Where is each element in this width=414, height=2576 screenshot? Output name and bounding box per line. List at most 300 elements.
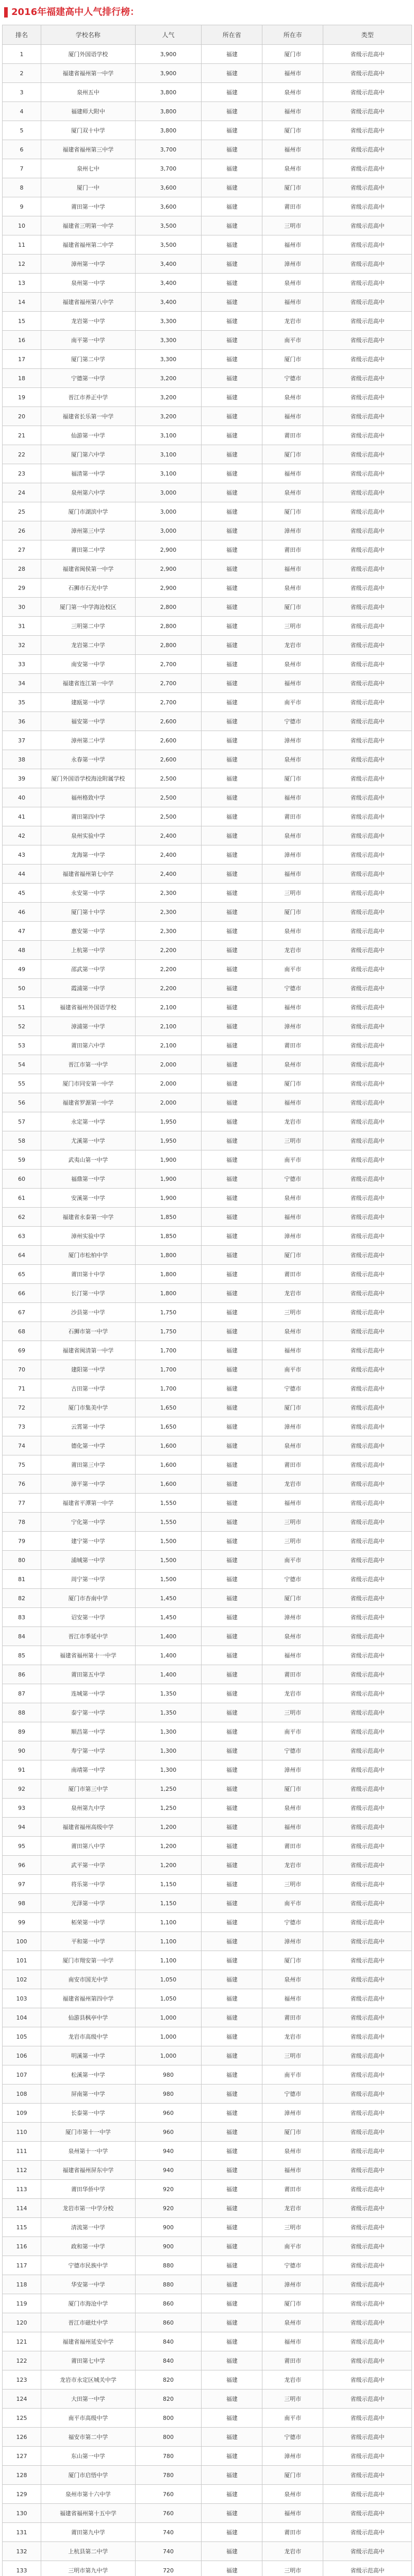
cell-school-name: 古田第一中学	[41, 1379, 135, 1398]
table-row	[3, 826, 412, 845]
cell-city: 泉州市	[262, 274, 323, 293]
cell-school-name: 厦门第二中学	[41, 350, 135, 369]
cell-province: 福建	[202, 1112, 262, 1131]
cell-rank: 125	[3, 2409, 41, 2428]
cell-province: 福建	[202, 140, 262, 159]
cell-popularity: 740	[135, 2523, 202, 2542]
table-row	[3, 1627, 412, 1646]
cell-school-name: 泉州第六中学	[41, 483, 135, 502]
cell-school-name: 长汀第一中学	[41, 1284, 135, 1303]
table-row	[3, 1760, 412, 1780]
cell-province: 福建	[202, 540, 262, 560]
cell-rank: 104	[3, 2008, 41, 2027]
cell-rank: 56	[3, 1093, 41, 1112]
cell-popularity: 3,800	[135, 83, 202, 102]
cell-rank: 111	[3, 2142, 41, 2161]
cell-type: 省级示范高中	[323, 1112, 412, 1131]
cell-province: 福建	[202, 312, 262, 331]
cell-popularity: 880	[135, 2256, 202, 2275]
cell-popularity: 1,750	[135, 1322, 202, 1341]
cell-province: 福建	[202, 674, 262, 693]
cell-type: 省级示范高中	[323, 845, 412, 865]
cell-school-name: 厦门第一中学海沧校区	[41, 598, 135, 617]
cell-province: 福建	[202, 1799, 262, 1818]
cell-school-name: 福清第一中学	[41, 464, 135, 483]
cell-type: 省级示范高中	[323, 102, 412, 121]
table-row	[3, 2447, 412, 2466]
cell-type: 省级示范高中	[323, 1894, 412, 1913]
table-row	[3, 960, 412, 979]
table-row	[3, 788, 412, 807]
cell-popularity: 1,150	[135, 1875, 202, 1894]
table-row	[3, 1036, 412, 1055]
cell-popularity: 2,600	[135, 750, 202, 769]
cell-popularity: 1,300	[135, 1741, 202, 1760]
cell-rank: 21	[3, 426, 41, 445]
cell-rank: 28	[3, 560, 41, 579]
cell-province: 福建	[202, 845, 262, 865]
cell-type: 省级示范高中	[323, 1322, 412, 1341]
table-row	[3, 998, 412, 1017]
cell-rank: 79	[3, 1532, 41, 1551]
cell-type: 省级示范高中	[323, 979, 412, 998]
table-row	[3, 1494, 412, 1513]
cell-type: 省级示范高中	[323, 2084, 412, 2104]
cell-school-name: 晋江市季延中学	[41, 1627, 135, 1646]
table-row	[3, 445, 412, 464]
cell-province: 福建	[202, 979, 262, 998]
cell-city: 福州市	[262, 64, 323, 83]
cell-school-name: 漳平第一中学	[41, 1475, 135, 1494]
cell-city: 泉州市	[262, 1970, 323, 1989]
cell-type: 省级示范高中	[323, 1646, 412, 1665]
cell-school-name: 清流第一中学	[41, 2218, 135, 2237]
cell-school-name: 漳州第一中学	[41, 255, 135, 274]
cell-province: 福建	[202, 865, 262, 884]
cell-school-name: 晋江市第一中学	[41, 1055, 135, 1074]
cell-rank: 75	[3, 1455, 41, 1475]
cell-popularity: 3,200	[135, 369, 202, 388]
cell-type: 省级示范高中	[323, 2389, 412, 2409]
cell-popularity: 1,400	[135, 1665, 202, 1684]
cell-type: 省级示范高中	[323, 598, 412, 617]
cell-rank: 100	[3, 1932, 41, 1951]
cell-popularity: 820	[135, 2389, 202, 2409]
cell-rank: 41	[3, 807, 41, 826]
cell-city: 厦门市	[262, 350, 323, 369]
cell-popularity: 760	[135, 2504, 202, 2523]
cell-province: 福建	[202, 2389, 262, 2409]
cell-popularity: 2,700	[135, 693, 202, 712]
cell-rank: 20	[3, 407, 41, 426]
cell-type: 省级示范高中	[323, 1551, 412, 1570]
cell-province: 福建	[202, 2180, 262, 2199]
cell-province: 福建	[202, 1227, 262, 1246]
cell-city: 龙岩市	[262, 1112, 323, 1131]
cell-type: 省级示范高中	[323, 826, 412, 845]
cell-province: 福建	[202, 2084, 262, 2104]
cell-popularity: 3,100	[135, 464, 202, 483]
title-bar	[0, 0, 414, 25]
ranking-table	[2, 25, 412, 2576]
table-row	[3, 1818, 412, 1837]
cell-province: 福建	[202, 2275, 262, 2294]
cell-popularity: 1,550	[135, 1513, 202, 1532]
cell-rank: 64	[3, 1246, 41, 1265]
table-row	[3, 1112, 412, 1131]
cell-popularity: 940	[135, 2161, 202, 2180]
cell-rank: 122	[3, 2351, 41, 2370]
cell-popularity: 1,100	[135, 1913, 202, 1932]
cell-rank: 78	[3, 1513, 41, 1532]
cell-school-name: 平和第一中学	[41, 1932, 135, 1951]
cell-rank: 73	[3, 1417, 41, 1436]
table-row	[3, 1589, 412, 1608]
cell-city: 福州市	[262, 1646, 323, 1665]
cell-type: 省级示范高中	[323, 540, 412, 560]
cell-school-name: 永安第一中学	[41, 884, 135, 903]
cell-popularity: 1,900	[135, 1150, 202, 1170]
cell-rank: 6	[3, 140, 41, 159]
table-row	[3, 1303, 412, 1322]
cell-rank: 116	[3, 2237, 41, 2256]
cell-popularity: 2,800	[135, 636, 202, 655]
cell-city: 三明市	[262, 2218, 323, 2237]
table-row	[3, 197, 412, 216]
cell-rank: 105	[3, 2027, 41, 2046]
cell-city: 泉州市	[262, 83, 323, 102]
table-row	[3, 1360, 412, 1379]
cell-type: 省级示范高中	[323, 388, 412, 407]
cell-rank: 16	[3, 331, 41, 350]
cell-rank: 3	[3, 83, 41, 102]
cell-rank: 99	[3, 1913, 41, 1932]
cell-rank: 121	[3, 2332, 41, 2351]
cell-popularity: 3,200	[135, 388, 202, 407]
cell-city: 漳州市	[262, 1760, 323, 1780]
cell-type: 省级示范高中	[323, 560, 412, 579]
cell-school-name: 泉州实验中学	[41, 826, 135, 845]
cell-province: 福建	[202, 2256, 262, 2275]
cell-popularity: 2,500	[135, 807, 202, 826]
cell-rank: 90	[3, 1741, 41, 1760]
cell-city: 泉州市	[262, 579, 323, 598]
cell-rank: 133	[3, 2561, 41, 2576]
cell-type: 省级示范高中	[323, 1017, 412, 1036]
cell-popularity: 1,800	[135, 1246, 202, 1265]
title-accent-mark	[4, 7, 8, 18]
cell-popularity: 720	[135, 2561, 202, 2576]
cell-province: 福建	[202, 1265, 262, 1284]
cell-type: 省级示范高中	[323, 2180, 412, 2199]
cell-type: 省级示范高中	[323, 960, 412, 979]
cell-city: 莆田市	[262, 2008, 323, 2027]
cell-school-name: 武夷山第一中学	[41, 1150, 135, 1170]
table-row	[3, 1894, 412, 1913]
cell-popularity: 2,000	[135, 1093, 202, 1112]
table-row	[3, 2008, 412, 2027]
cell-type: 省级示范高中	[323, 1360, 412, 1379]
cell-popularity: 3,900	[135, 45, 202, 64]
table-row	[3, 2389, 412, 2409]
cell-city: 漳州市	[262, 521, 323, 540]
cell-school-name: 莆田华侨中学	[41, 2180, 135, 2199]
cell-city: 宁德市	[262, 1170, 323, 1189]
cell-school-name: 厦门双十中学	[41, 121, 135, 140]
cell-province: 福建	[202, 388, 262, 407]
cell-province: 福建	[202, 1360, 262, 1379]
table-row	[3, 2027, 412, 2046]
cell-rank: 77	[3, 1494, 41, 1513]
table-row	[3, 2256, 412, 2275]
cell-province: 福建	[202, 1646, 262, 1665]
cell-popularity: 3,700	[135, 159, 202, 178]
cell-province: 福建	[202, 2542, 262, 2561]
cell-school-name: 建阳第一中学	[41, 1360, 135, 1379]
cell-province: 福建	[202, 1837, 262, 1856]
cell-type: 省级示范高中	[323, 1760, 412, 1780]
cell-popularity: 1,550	[135, 1494, 202, 1513]
cell-popularity: 3,500	[135, 216, 202, 235]
cell-province: 福建	[202, 1208, 262, 1227]
header-popularity: 人气	[135, 25, 202, 45]
cell-province: 福建	[202, 1780, 262, 1799]
cell-rank: 127	[3, 2447, 41, 2466]
cell-school-name: 福鼎第一中学	[41, 1170, 135, 1189]
cell-rank: 52	[3, 1017, 41, 1036]
cell-popularity: 3,400	[135, 293, 202, 312]
cell-popularity: 1,850	[135, 1208, 202, 1227]
cell-popularity: 820	[135, 2370, 202, 2389]
cell-type: 省级示范高中	[323, 140, 412, 159]
cell-city: 漳州市	[262, 1932, 323, 1951]
cell-city: 宁德市	[262, 712, 323, 731]
cell-province: 福建	[202, 1398, 262, 1417]
table-row	[3, 712, 412, 731]
table-row	[3, 274, 412, 293]
cell-school-name: 莆田第一中学	[41, 197, 135, 216]
cell-rank: 53	[3, 1036, 41, 1055]
cell-city: 泉州市	[262, 1322, 323, 1341]
cell-rank: 27	[3, 540, 41, 560]
cell-city: 厦门市	[262, 178, 323, 197]
cell-school-name: 福建省福州第三中学	[41, 140, 135, 159]
cell-type: 省级示范高中	[323, 83, 412, 102]
cell-school-name: 福建省福州外国语学校	[41, 998, 135, 1017]
cell-popularity: 2,300	[135, 903, 202, 922]
table-row	[3, 1170, 412, 1189]
cell-type: 省级示范高中	[323, 2046, 412, 2065]
cell-school-name: 三明第二中学	[41, 617, 135, 636]
cell-school-name: 大田第一中学	[41, 2389, 135, 2409]
cell-popularity: 1,300	[135, 1722, 202, 1741]
cell-province: 福建	[202, 1284, 262, 1303]
cell-city: 南平市	[262, 331, 323, 350]
cell-province: 福建	[202, 2161, 262, 2180]
table-row	[3, 941, 412, 960]
header-province: 所在省	[202, 25, 262, 45]
cell-popularity: 960	[135, 2123, 202, 2142]
cell-popularity: 940	[135, 2142, 202, 2161]
cell-city: 漳州市	[262, 2104, 323, 2123]
cell-popularity: 1,100	[135, 1932, 202, 1951]
cell-school-name: 政和第一中学	[41, 2237, 135, 2256]
cell-type: 省级示范高中	[323, 674, 412, 693]
cell-type: 省级示范高中	[323, 1932, 412, 1951]
table-row	[3, 2275, 412, 2294]
table-row	[3, 521, 412, 540]
cell-rank: 68	[3, 1322, 41, 1341]
cell-province: 福建	[202, 884, 262, 903]
cell-rank: 9	[3, 197, 41, 216]
cell-city: 漳州市	[262, 2447, 323, 2466]
cell-school-name: 柘荣第一中学	[41, 1913, 135, 1932]
cell-city: 三明市	[262, 1703, 323, 1722]
cell-rank: 102	[3, 1970, 41, 1989]
cell-school-name: 泰宁第一中学	[41, 1703, 135, 1722]
cell-city: 漳州市	[262, 2275, 323, 2294]
cell-popularity: 780	[135, 2447, 202, 2466]
cell-type: 省级示范高中	[323, 1532, 412, 1551]
cell-type: 省级示范高中	[323, 45, 412, 64]
cell-province: 福建	[202, 1703, 262, 1722]
cell-popularity: 3,000	[135, 483, 202, 502]
cell-city: 宁德市	[262, 979, 323, 998]
cell-province: 福建	[202, 1608, 262, 1627]
cell-popularity: 1,100	[135, 1951, 202, 1970]
cell-school-name: 寿宁第一中学	[41, 1741, 135, 1760]
cell-rank: 85	[3, 1646, 41, 1665]
table-row	[3, 540, 412, 560]
cell-school-name: 南靖第一中学	[41, 1760, 135, 1780]
cell-province: 福建	[202, 941, 262, 960]
cell-type: 省级示范高中	[323, 1951, 412, 1970]
cell-city: 龙岩市	[262, 1684, 323, 1703]
table-row	[3, 2504, 412, 2523]
cell-city: 南平市	[262, 693, 323, 712]
cell-type: 省级示范高中	[323, 922, 412, 941]
cell-type: 省级示范高中	[323, 865, 412, 884]
cell-popularity: 3,000	[135, 521, 202, 540]
cell-city: 漳州市	[262, 731, 323, 750]
table-row	[3, 83, 412, 102]
cell-city: 泉州市	[262, 1189, 323, 1208]
cell-type: 省级示范高中	[323, 274, 412, 293]
cell-school-name: 泉州五中	[41, 83, 135, 102]
cell-type: 省级示范高中	[323, 617, 412, 636]
cell-school-name: 福建省福州第十五中学	[41, 2504, 135, 2523]
cell-city: 福州市	[262, 293, 323, 312]
cell-school-name: 福建省福州高级中学	[41, 1818, 135, 1837]
cell-type: 省级示范高中	[323, 1627, 412, 1646]
cell-province: 福建	[202, 1722, 262, 1741]
cell-rank: 42	[3, 826, 41, 845]
cell-province: 福建	[202, 2313, 262, 2332]
header-type: 类型	[323, 25, 412, 45]
cell-type: 省级示范高中	[323, 407, 412, 426]
table-row	[3, 1093, 412, 1112]
cell-city: 南平市	[262, 960, 323, 979]
cell-rank: 45	[3, 884, 41, 903]
cell-school-name: 云霄第一中学	[41, 1417, 135, 1436]
cell-type: 省级示范高中	[323, 1131, 412, 1150]
cell-city: 福州市	[262, 235, 323, 255]
cell-city: 漳州市	[262, 1017, 323, 1036]
cell-school-name: 莆田第二中学	[41, 540, 135, 560]
cell-type: 省级示范高中	[323, 216, 412, 235]
cell-school-name: 三明市第九中学	[41, 2561, 135, 2576]
cell-rank: 18	[3, 369, 41, 388]
cell-rank: 91	[3, 1760, 41, 1780]
cell-city: 莆田市	[262, 1665, 323, 1684]
cell-school-name: 泉州第一中学	[41, 274, 135, 293]
cell-rank: 62	[3, 1208, 41, 1227]
cell-type: 省级示范高中	[323, 464, 412, 483]
cell-rank: 1	[3, 45, 41, 64]
cell-province: 福建	[202, 922, 262, 941]
cell-popularity: 3,100	[135, 426, 202, 445]
cell-popularity: 1,350	[135, 1684, 202, 1703]
cell-rank: 29	[3, 579, 41, 598]
cell-popularity: 2,400	[135, 845, 202, 865]
cell-rank: 61	[3, 1189, 41, 1208]
cell-province: 福建	[202, 1760, 262, 1780]
cell-rank: 46	[3, 903, 41, 922]
cell-city: 宁德市	[262, 1741, 323, 1760]
cell-rank: 58	[3, 1131, 41, 1150]
cell-province: 福建	[202, 2065, 262, 2084]
cell-school-name: 南安第一中学	[41, 655, 135, 674]
cell-school-name: 龙岩第一中学	[41, 312, 135, 331]
cell-province: 福建	[202, 293, 262, 312]
cell-city: 漳州市	[262, 1608, 323, 1627]
cell-province: 福建	[202, 235, 262, 255]
cell-city: 漳州市	[262, 255, 323, 274]
cell-province: 福建	[202, 1894, 262, 1913]
cell-city: 厦门市	[262, 769, 323, 788]
cell-rank: 130	[3, 2504, 41, 2523]
cell-rank: 81	[3, 1570, 41, 1589]
cell-popularity: 1,650	[135, 1417, 202, 1436]
cell-rank: 97	[3, 1875, 41, 1894]
cell-rank: 24	[3, 483, 41, 502]
cell-city: 莆田市	[262, 1265, 323, 1284]
cell-rank: 37	[3, 731, 41, 750]
cell-type: 省级示范高中	[323, 1475, 412, 1494]
cell-rank: 93	[3, 1799, 41, 1818]
cell-city: 泉州市	[262, 1799, 323, 1818]
cell-city: 三明市	[262, 1875, 323, 1894]
table-row	[3, 807, 412, 826]
cell-rank: 83	[3, 1608, 41, 1627]
cell-province: 福建	[202, 2142, 262, 2161]
cell-popularity: 1,900	[135, 1189, 202, 1208]
cell-rank: 115	[3, 2218, 41, 2237]
table-row	[3, 2199, 412, 2218]
cell-rank: 34	[3, 674, 41, 693]
cell-school-name: 尤溪第一中学	[41, 1131, 135, 1150]
table-row	[3, 1208, 412, 1227]
cell-type: 省级示范高中	[323, 1722, 412, 1741]
cell-popularity: 2,600	[135, 712, 202, 731]
cell-province: 福建	[202, 1093, 262, 1112]
cell-rank: 71	[3, 1379, 41, 1398]
table-row	[3, 1074, 412, 1093]
cell-school-name: 永定第一中学	[41, 1112, 135, 1131]
cell-school-name: 永春第一中学	[41, 750, 135, 769]
cell-popularity: 800	[135, 2409, 202, 2428]
cell-rank: 86	[3, 1665, 41, 1684]
